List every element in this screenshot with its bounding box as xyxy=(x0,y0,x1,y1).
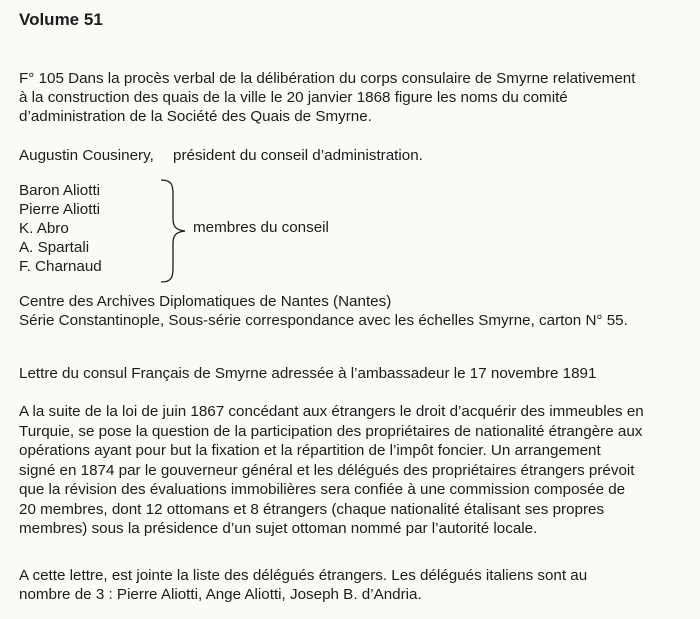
letter-body-paragraph xyxy=(19,402,682,539)
intro-line: d’administration de la Société des Quais de Smyrne. xyxy=(19,108,372,125)
letter-body-line: 20 membres, dont 12 ottomans et 8 étrangers (chaque nationalité étalisant ses propres xyxy=(19,500,605,518)
letter-heading: Lettre du consul Français de Smyrne adressée à l’ambassadeur le 17 novembre 1891 xyxy=(19,365,597,382)
intro-line: à la construction des quais de la ville le 20 janvier 1868 figure les noms du comité xyxy=(19,89,568,106)
curly-brace-icon xyxy=(157,178,189,284)
document-title: Volume 51 xyxy=(19,10,103,29)
intro-paragraph xyxy=(19,69,682,126)
letter-body-line: que la révision des évaluations immobilières sera confiée à une commission composée de xyxy=(19,481,626,498)
intro-line: F° 105 Dans la procès verbal de la délibération du corps consulaire de Smyrne relativement xyxy=(19,70,636,87)
president-role: président du conseil d’administration. xyxy=(173,147,423,164)
council-label: membres du conseil xyxy=(193,219,329,236)
letter-body-line: signé en 1874 par le gouverneur général et les délégués des propriétaires étrangers prévoit xyxy=(19,461,635,479)
source-line: Centre des Archives Diplomatiques de Nantes (Nantes) xyxy=(19,293,392,310)
council-member-list xyxy=(19,181,102,276)
council-member: A. Spartali xyxy=(19,239,90,256)
council-member: Pierre Aliotti xyxy=(19,201,101,218)
letter-body-line: membres) sous la présidence d’un sujet ottoman nommé par l’autorité locale. xyxy=(19,520,538,537)
closing-line: A cette lettre, est jointe la liste des délégués étrangers. Les délégués italiens sont au xyxy=(19,567,588,584)
source-paragraph xyxy=(19,292,682,330)
letter-body-line: opérations ayant pour but la fixation et la répartition de l’impôt foncier. Un arrangement xyxy=(19,442,601,459)
letter-body-line: A la suite de la loi de juin 1867 concédant aux étrangers le droit d’acquérir des immeubles en xyxy=(19,403,644,420)
president-name: Augustin Cousinery, xyxy=(19,147,154,164)
council-member: Baron Aliotti xyxy=(19,182,101,199)
closing-line: nombre de 3 : Pierre Aliotti, Ange Aliotti, Joseph B. d’Andria. xyxy=(19,586,422,603)
council-member: K. Abro xyxy=(19,220,69,237)
letter-body-line: Turquie, se pose la question de la participation des propriétaires de nationalité étrangère aux xyxy=(19,422,643,440)
closing-paragraph xyxy=(19,566,682,604)
source-line: Série Constantinople, Sous-série correspondance avec les échelles Smyrne, carton N° 55. xyxy=(19,312,628,329)
council-member: F. Charnaud xyxy=(19,258,102,275)
